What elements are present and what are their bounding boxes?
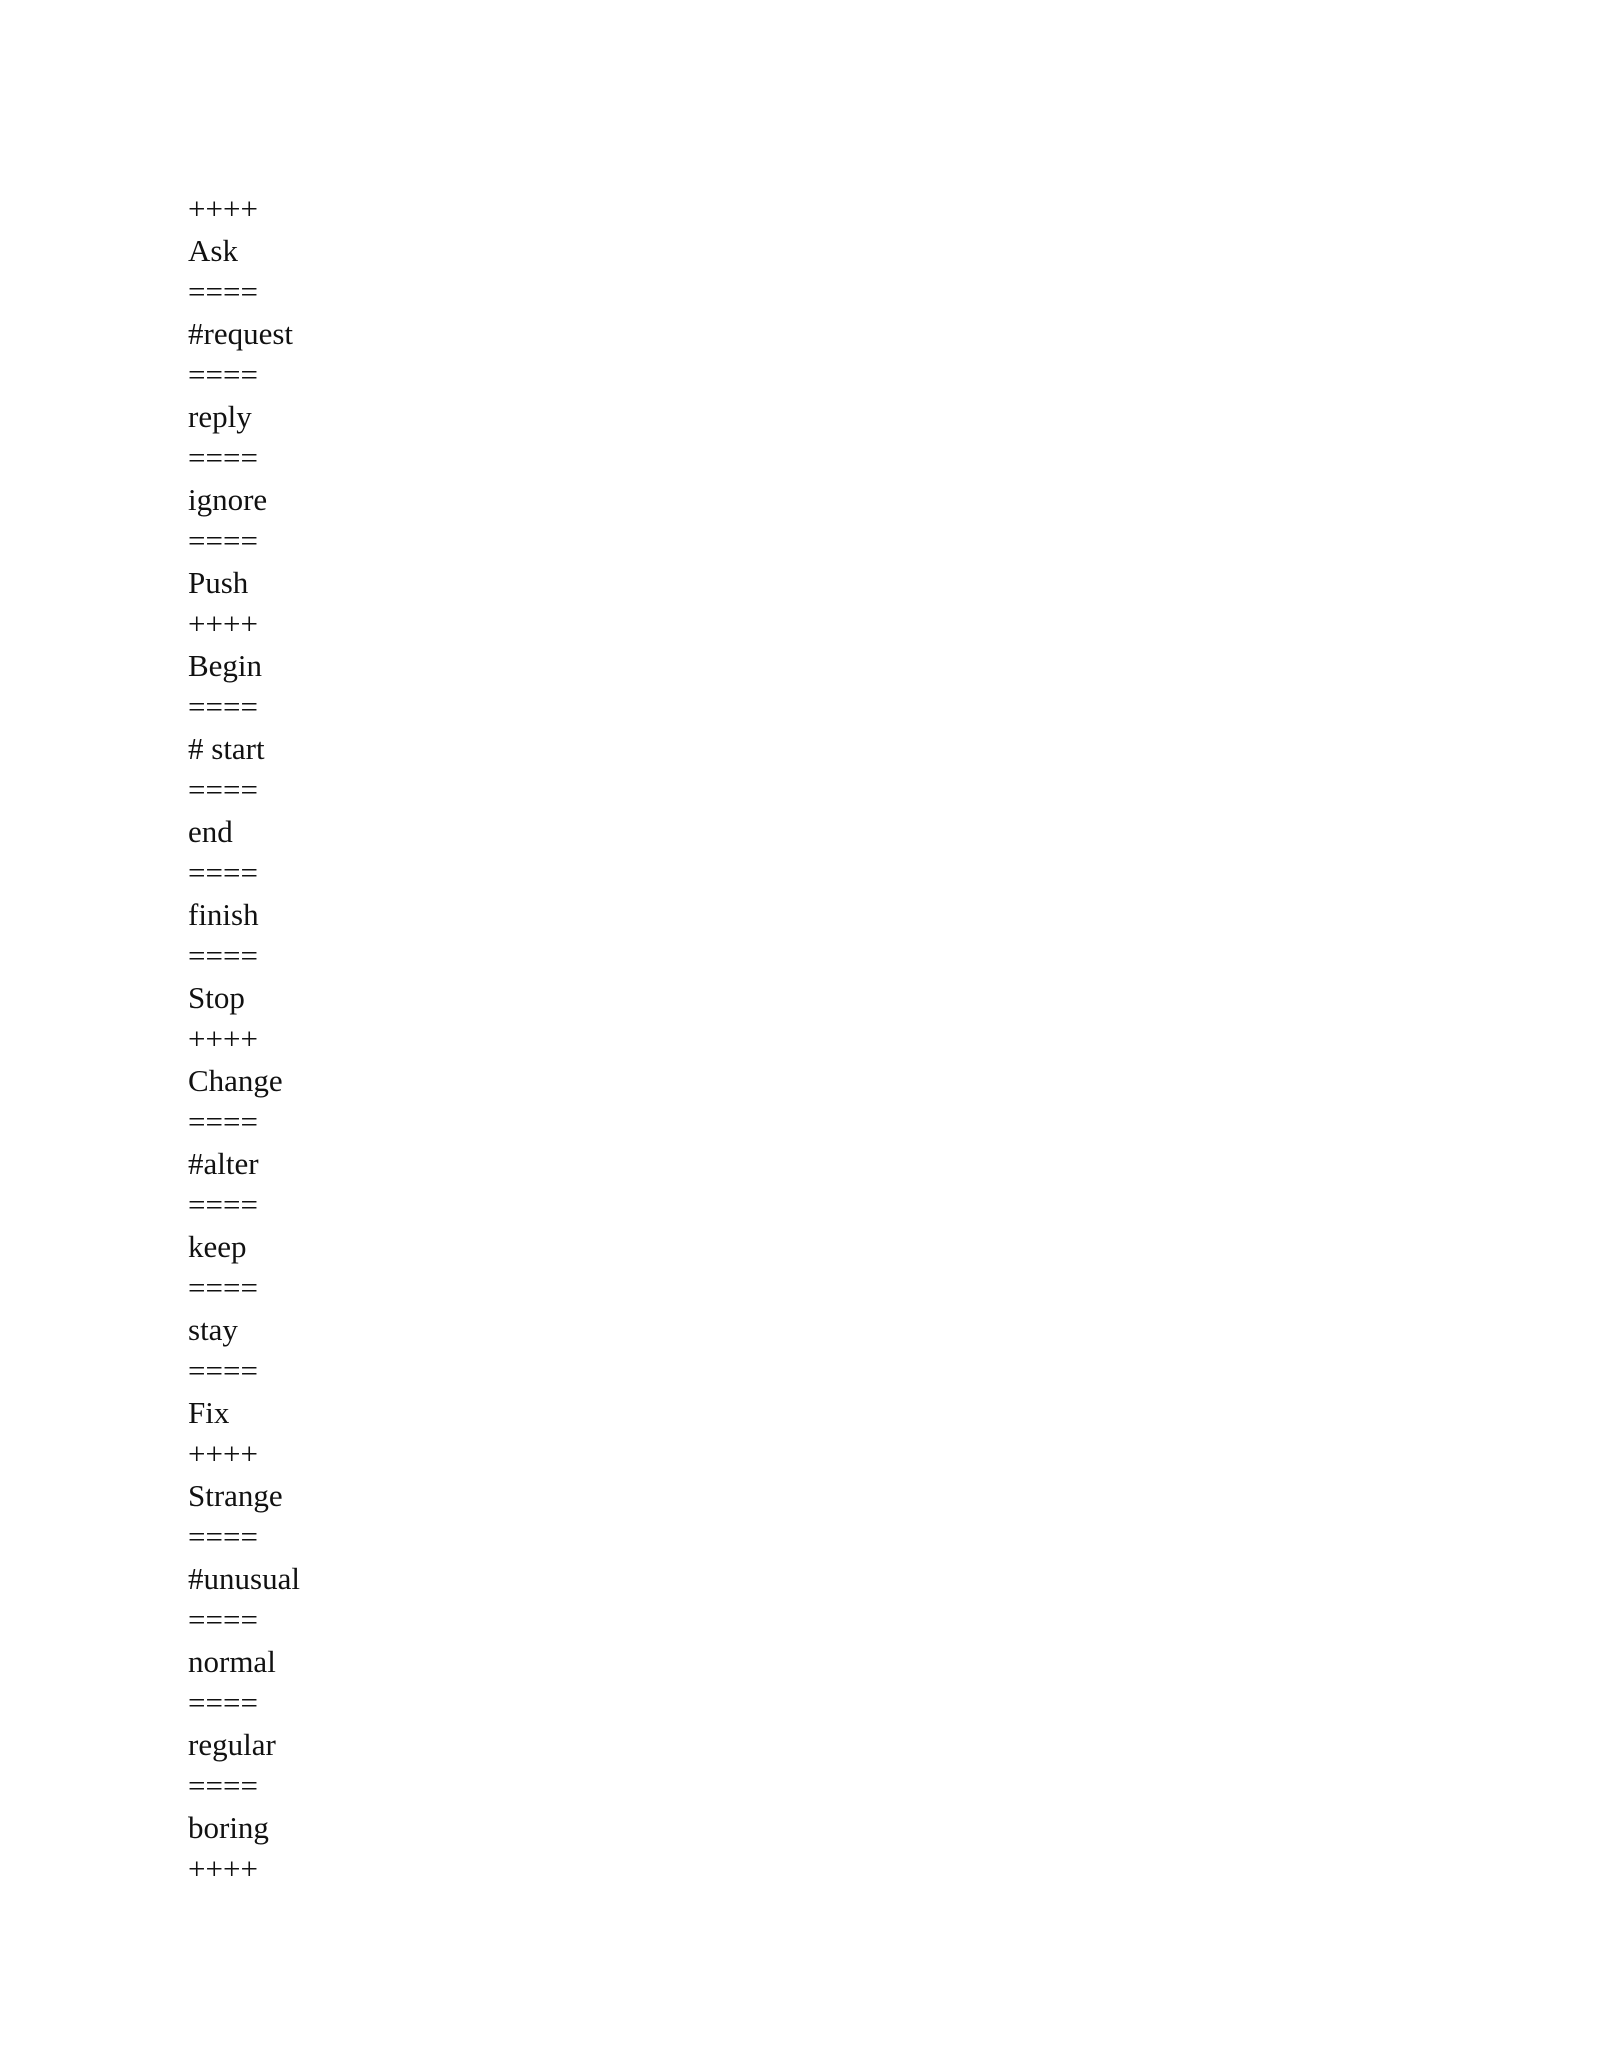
text-line: ==== [188, 1270, 258, 1305]
text-line: #request [188, 315, 294, 351]
text-line: ==== [188, 1353, 258, 1388]
text-line: ignore [188, 481, 268, 517]
text-line: Push [188, 564, 249, 600]
text-line: Begin [188, 647, 263, 683]
text-line: ==== [188, 938, 258, 973]
text-line: ++++ [188, 191, 258, 226]
text-line: boring [188, 1809, 269, 1845]
text-line: ==== [188, 440, 258, 475]
text-line: Ask [188, 232, 238, 268]
text-line: finish [188, 896, 259, 932]
text-line: reply [188, 398, 252, 434]
text-line: keep [188, 1228, 247, 1264]
text-line: regular [188, 1726, 276, 1762]
text-line: ==== [188, 855, 258, 890]
text-line: ==== [188, 772, 258, 807]
text-line: ==== [188, 1187, 258, 1222]
text-line: #alter [188, 1145, 259, 1181]
text-line: ==== [188, 523, 258, 558]
text-line: ==== [188, 1104, 258, 1139]
text-line: # start [188, 730, 265, 766]
text-line: ++++ [188, 606, 258, 641]
text-line: ==== [188, 357, 258, 392]
text-line: ==== [188, 689, 258, 724]
text-line: ++++ [188, 1021, 258, 1056]
text-line: #unusual [188, 1560, 300, 1596]
text-line: stay [188, 1311, 238, 1347]
text-line: ==== [188, 274, 258, 309]
text-line: ++++ [188, 1436, 258, 1471]
text-line: ==== [188, 1519, 258, 1554]
text-line: normal [188, 1643, 276, 1679]
text-line: ==== [188, 1602, 258, 1637]
text-line: Change [188, 1062, 283, 1098]
text-line: Stop [188, 979, 245, 1015]
text-line: Strange [188, 1477, 283, 1513]
text-line: end [188, 813, 233, 849]
text-line: ++++ [188, 1851, 258, 1886]
document-text-body [188, 188, 300, 1890]
text-line: Fix [188, 1394, 230, 1430]
text-line: ==== [188, 1768, 258, 1803]
text-line: ==== [188, 1685, 258, 1720]
